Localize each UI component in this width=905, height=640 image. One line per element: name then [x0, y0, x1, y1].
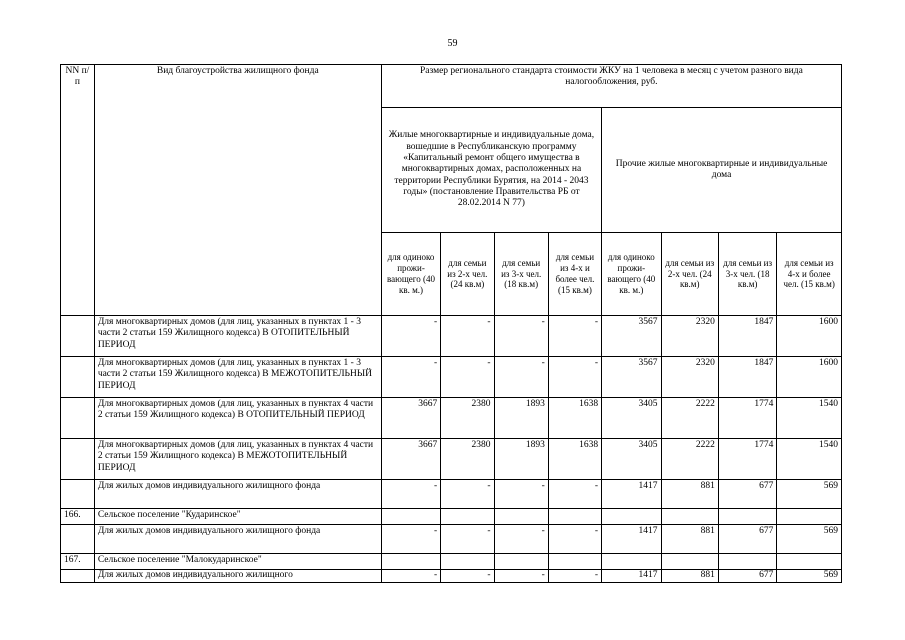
value-cell: 677 — [718, 480, 776, 509]
value-cell: 1600 — [777, 316, 842, 357]
header-sub-b-col-3: для семьи из 3-х чел. (18 кв.м) — [718, 233, 776, 316]
value-cell: 1893 — [494, 398, 548, 439]
row-number — [61, 525, 95, 554]
value-cell: - — [381, 570, 440, 583]
value-cell: - — [548, 480, 601, 509]
table-row — [61, 316, 842, 357]
value-cell — [777, 509, 842, 525]
table-header — [61, 65, 842, 316]
value-cell: 1847 — [718, 357, 776, 398]
row-description: Для жилых домов индивидуального жилищного — [94, 570, 381, 583]
row-description: Для жилых домов индивидуального жилищного фонда — [94, 480, 381, 509]
value-cell: 569 — [777, 570, 842, 583]
header-group-b: Прочие жилые многоквартирные и индивидуальные дома — [602, 108, 842, 233]
header-sub-b-col-2: для семьи из 2-х чел. (24 кв.м) — [661, 233, 718, 316]
table-body — [61, 316, 842, 583]
value-cell: 3567 — [602, 316, 661, 357]
value-cell: - — [441, 316, 494, 357]
table-row — [61, 509, 842, 525]
row-number: 166. — [61, 509, 95, 525]
value-cell — [661, 509, 718, 525]
value-cell: - — [548, 570, 601, 583]
header-sub-a-col-4: для семьи из 4-х и более чел. (15 кв.м) — [548, 233, 601, 316]
value-cell: 1417 — [602, 480, 661, 509]
value-cell: - — [494, 570, 548, 583]
table-row — [61, 570, 842, 583]
value-cell: 2320 — [661, 316, 718, 357]
value-cell: 2380 — [441, 439, 494, 480]
value-cell: 881 — [661, 525, 718, 554]
value-cell — [602, 554, 661, 570]
value-cell: 881 — [661, 480, 718, 509]
value-cell — [381, 554, 440, 570]
value-cell: 1774 — [718, 398, 776, 439]
value-cell: 1774 — [718, 439, 776, 480]
value-cell: - — [381, 480, 440, 509]
row-number — [61, 316, 95, 357]
value-cell: - — [494, 525, 548, 554]
value-cell: - — [441, 480, 494, 509]
row-description: Для многоквартирных домов (для лиц, указанных в пунктах 1 - 3 части 2 статьи 159 Жилищного кодекса) В МЕЖОТОПИТЕЛЬНЫЙ ПЕРИОД — [94, 357, 381, 398]
row-number — [61, 480, 95, 509]
value-cell — [441, 509, 494, 525]
value-cell — [777, 554, 842, 570]
value-cell: - — [548, 357, 601, 398]
value-cell: 1638 — [548, 398, 601, 439]
row-number — [61, 570, 95, 583]
value-cell: - — [381, 316, 440, 357]
value-cell: - — [494, 357, 548, 398]
header-sub-b-col-4: для семьи из 4-х и более чел. (15 кв.м) — [777, 233, 842, 316]
value-cell — [441, 554, 494, 570]
value-cell: 1893 — [494, 439, 548, 480]
row-description: Сельское поселение "Малокударинское" — [94, 554, 381, 570]
value-cell: 677 — [718, 570, 776, 583]
row-number — [61, 398, 95, 439]
value-cell: - — [381, 525, 440, 554]
row-number: 167. — [61, 554, 95, 570]
header-group-a: Жилые многоквартирные и индивидуальные дома, вошедшие в Республиканскую программу «Капитальный ремонт общего имущества в многоквартирных домах, расположенных на территории Республики Бурятия, на 2014 - 2043 годы» (постановление Правительства РБ от 28.02.2014 N 77) — [381, 108, 601, 233]
header-sub-b-col-1: для одиноко прожи-вающего (40 кв. м.) — [602, 233, 661, 316]
value-cell: 3667 — [381, 398, 440, 439]
table-row — [61, 398, 842, 439]
value-cell: 1600 — [777, 357, 842, 398]
table-row — [61, 554, 842, 570]
value-cell — [602, 509, 661, 525]
header-nn: NN п/п — [61, 65, 95, 316]
value-cell: - — [548, 525, 601, 554]
table-row — [61, 480, 842, 509]
table-row — [61, 357, 842, 398]
value-cell — [548, 554, 601, 570]
value-cell — [718, 554, 776, 570]
row-number — [61, 439, 95, 480]
value-cell: 569 — [777, 480, 842, 509]
value-cell: 1540 — [777, 439, 842, 480]
value-cell — [381, 509, 440, 525]
table-row — [61, 439, 842, 480]
value-cell: 677 — [718, 525, 776, 554]
header-sub-a-col-2: для семьи из 2-х чел. (24 кв.м) — [441, 233, 494, 316]
value-cell: 2380 — [441, 398, 494, 439]
header-size: Размер регионального стандарта стоимости ЖКУ на 1 человека в месяц с учетом разного вида налогообложения, руб. — [381, 65, 841, 108]
value-cell: 2320 — [661, 357, 718, 398]
row-description: Для многоквартирных домов (для лиц, указанных в пунктах 4 части 2 статьи 159 Жилищного кодекса) В ОТОПИТЕЛЬНЫЙ ПЕРИОД — [94, 398, 381, 439]
row-number — [61, 357, 95, 398]
row-description: Сельское поселение "Кударинское" — [94, 509, 381, 525]
value-cell: - — [494, 480, 548, 509]
value-cell: 3405 — [602, 439, 661, 480]
value-cell: 2222 — [661, 439, 718, 480]
value-cell: - — [494, 316, 548, 357]
value-cell: 1417 — [602, 525, 661, 554]
value-cell: - — [441, 570, 494, 583]
value-cell: - — [441, 357, 494, 398]
value-cell: 3667 — [381, 439, 440, 480]
standard-cost-table — [60, 64, 842, 583]
value-cell: 1417 — [602, 570, 661, 583]
row-description: Для жилых домов индивидуального жилищного фонда — [94, 525, 381, 554]
value-cell: 569 — [777, 525, 842, 554]
header-sub-a-col-1: для одиноко прожи-вающего (40 кв. м.) — [381, 233, 440, 316]
value-cell: 3405 — [602, 398, 661, 439]
value-cell: 1847 — [718, 316, 776, 357]
value-cell: - — [548, 316, 601, 357]
value-cell: - — [381, 357, 440, 398]
page-number: 59 — [447, 38, 458, 49]
value-cell — [548, 509, 601, 525]
value-cell: - — [441, 525, 494, 554]
row-description: Для многоквартирных домов (для лиц, указанных в пунктах 4 части 2 статьи 159 Жилищного кодекса) В МЕЖОТОПИТЕЛЬНЫЙ ПЕРИОД — [94, 439, 381, 480]
value-cell: 2222 — [661, 398, 718, 439]
value-cell — [718, 509, 776, 525]
table-row — [61, 525, 842, 554]
value-cell — [494, 509, 548, 525]
value-cell: 3567 — [602, 357, 661, 398]
header-sub-a-col-3: для семьи из 3-х чел. (18 кв.м) — [494, 233, 548, 316]
header-type: Вид благоустройства жилищного фонда — [94, 65, 381, 316]
value-cell: 881 — [661, 570, 718, 583]
value-cell: 1638 — [548, 439, 601, 480]
row-description: Для многоквартирных домов (для лиц, указанных в пунктах 1 - 3 части 2 статьи 159 Жилищного кодекса) В ОТОПИТЕЛЬНЫЙ ПЕРИОД — [94, 316, 381, 357]
value-cell: 1540 — [777, 398, 842, 439]
value-cell — [494, 554, 548, 570]
value-cell — [661, 554, 718, 570]
